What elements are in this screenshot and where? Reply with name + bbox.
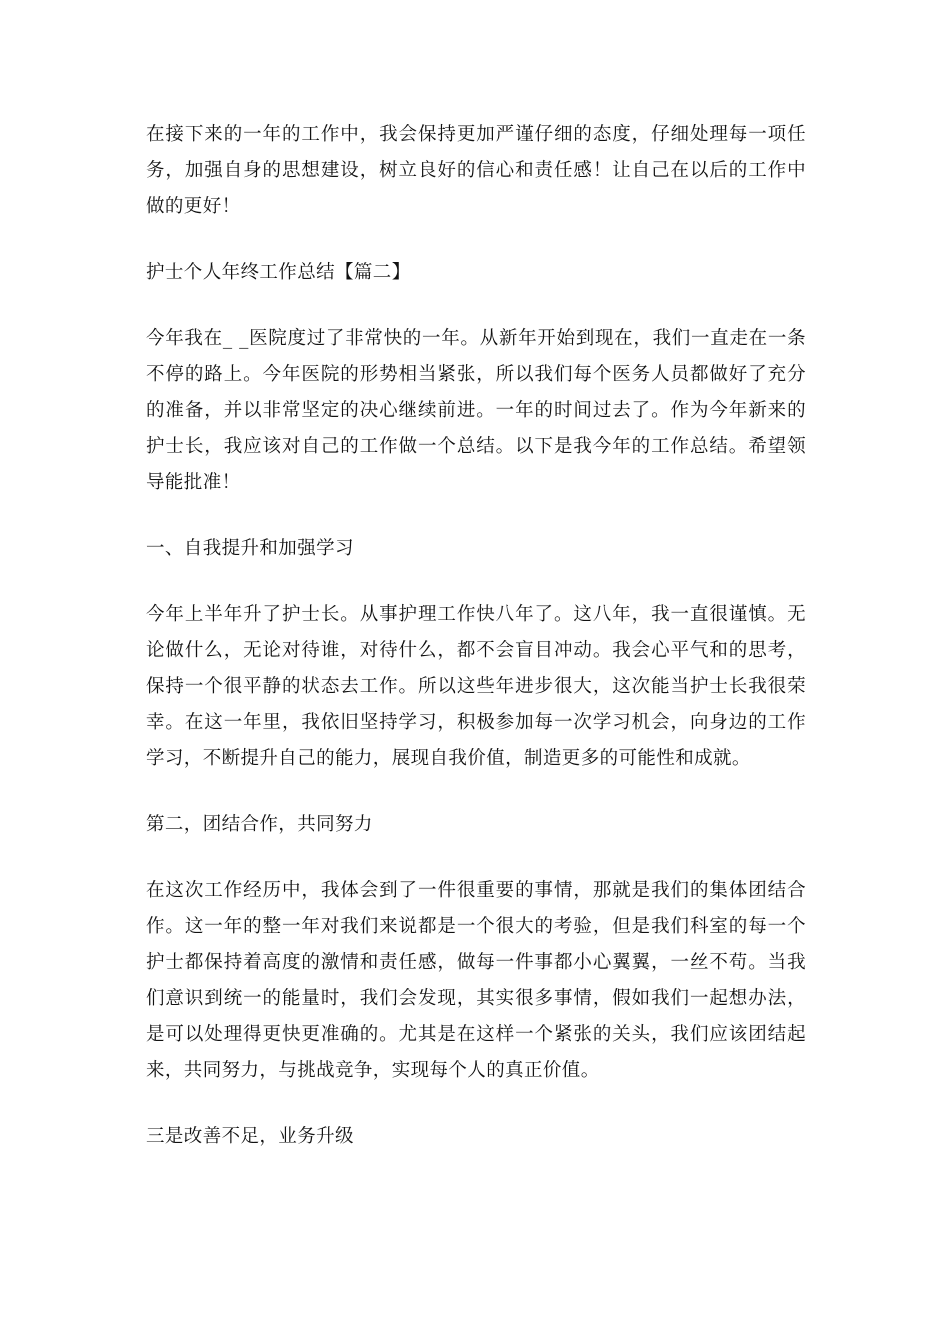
section-heading-3: 三是改善不足，业务升级 [146,1126,354,1147]
section-heading-2: 第二，团结合作，共同努力 [146,814,373,835]
paragraph-1: 在接下来的一年的工作中，我会保持更加严谨仔细的态度，仔细处理每一项任务，加强自身的思想建设，树立良好的信心和责任感！让自己在以后的工作中做的更好！ [146,124,806,217]
document-title: 护士个人年终工作总结【篇二】 [146,262,411,283]
section-heading-1: 一、自我提升和加强学习 [146,538,354,559]
paragraph-4: 在这次工作经历中，我体会到了一件很重要的事情，那就是我们的集体团结合作。这一年的整一年对我们来说都是一个很大的考验，但是我们科室的每一个护士都保持着高度的激情和责任感，做每一件事都小心翼翼，一丝不苟。当我们意识到统一的能量时，我们会发现，其实很多事情，假如我们一起想办法，是可以处理得更快更准确的。尤其是在这样一个紧张的关头，我们应该团结起来，共同努力，与挑战竞争，实现每个人的真正价值。 [146,880,806,1081]
paragraph-2: 今年我在_ _医院度过了非常快的一年。从新年开始到现在，我们一直走在一条不停的路上。今年医院的形势相当紧张，所以我们每个医务人员都做好了充分的准备，并以非常坚定的决心继续前进。一年的时间过去了。作为今年新来的护士长，我应该对自己的工作做一个总结。以下是我今年的工作总结。希望领导能批准！ [146,328,806,493]
paragraph-3: 今年上半年升了护士长。从事护理工作快八年了。这八年，我一直很谨慎。无论做什么，无论对待谁，对待什么，都不会盲目冲动。我会心平气和的思考，保持一个很平静的状态去工作。所以这些年进步很大，这次能当护士长我很荣幸。在这一年里，我依旧坚持学习，积极参加每一次学习机会，向身边的工作学习，不断提升自己的能力，展现自我价值，制造更多的可能性和成就。 [146,604,806,769]
document-body [146,117,806,1185]
